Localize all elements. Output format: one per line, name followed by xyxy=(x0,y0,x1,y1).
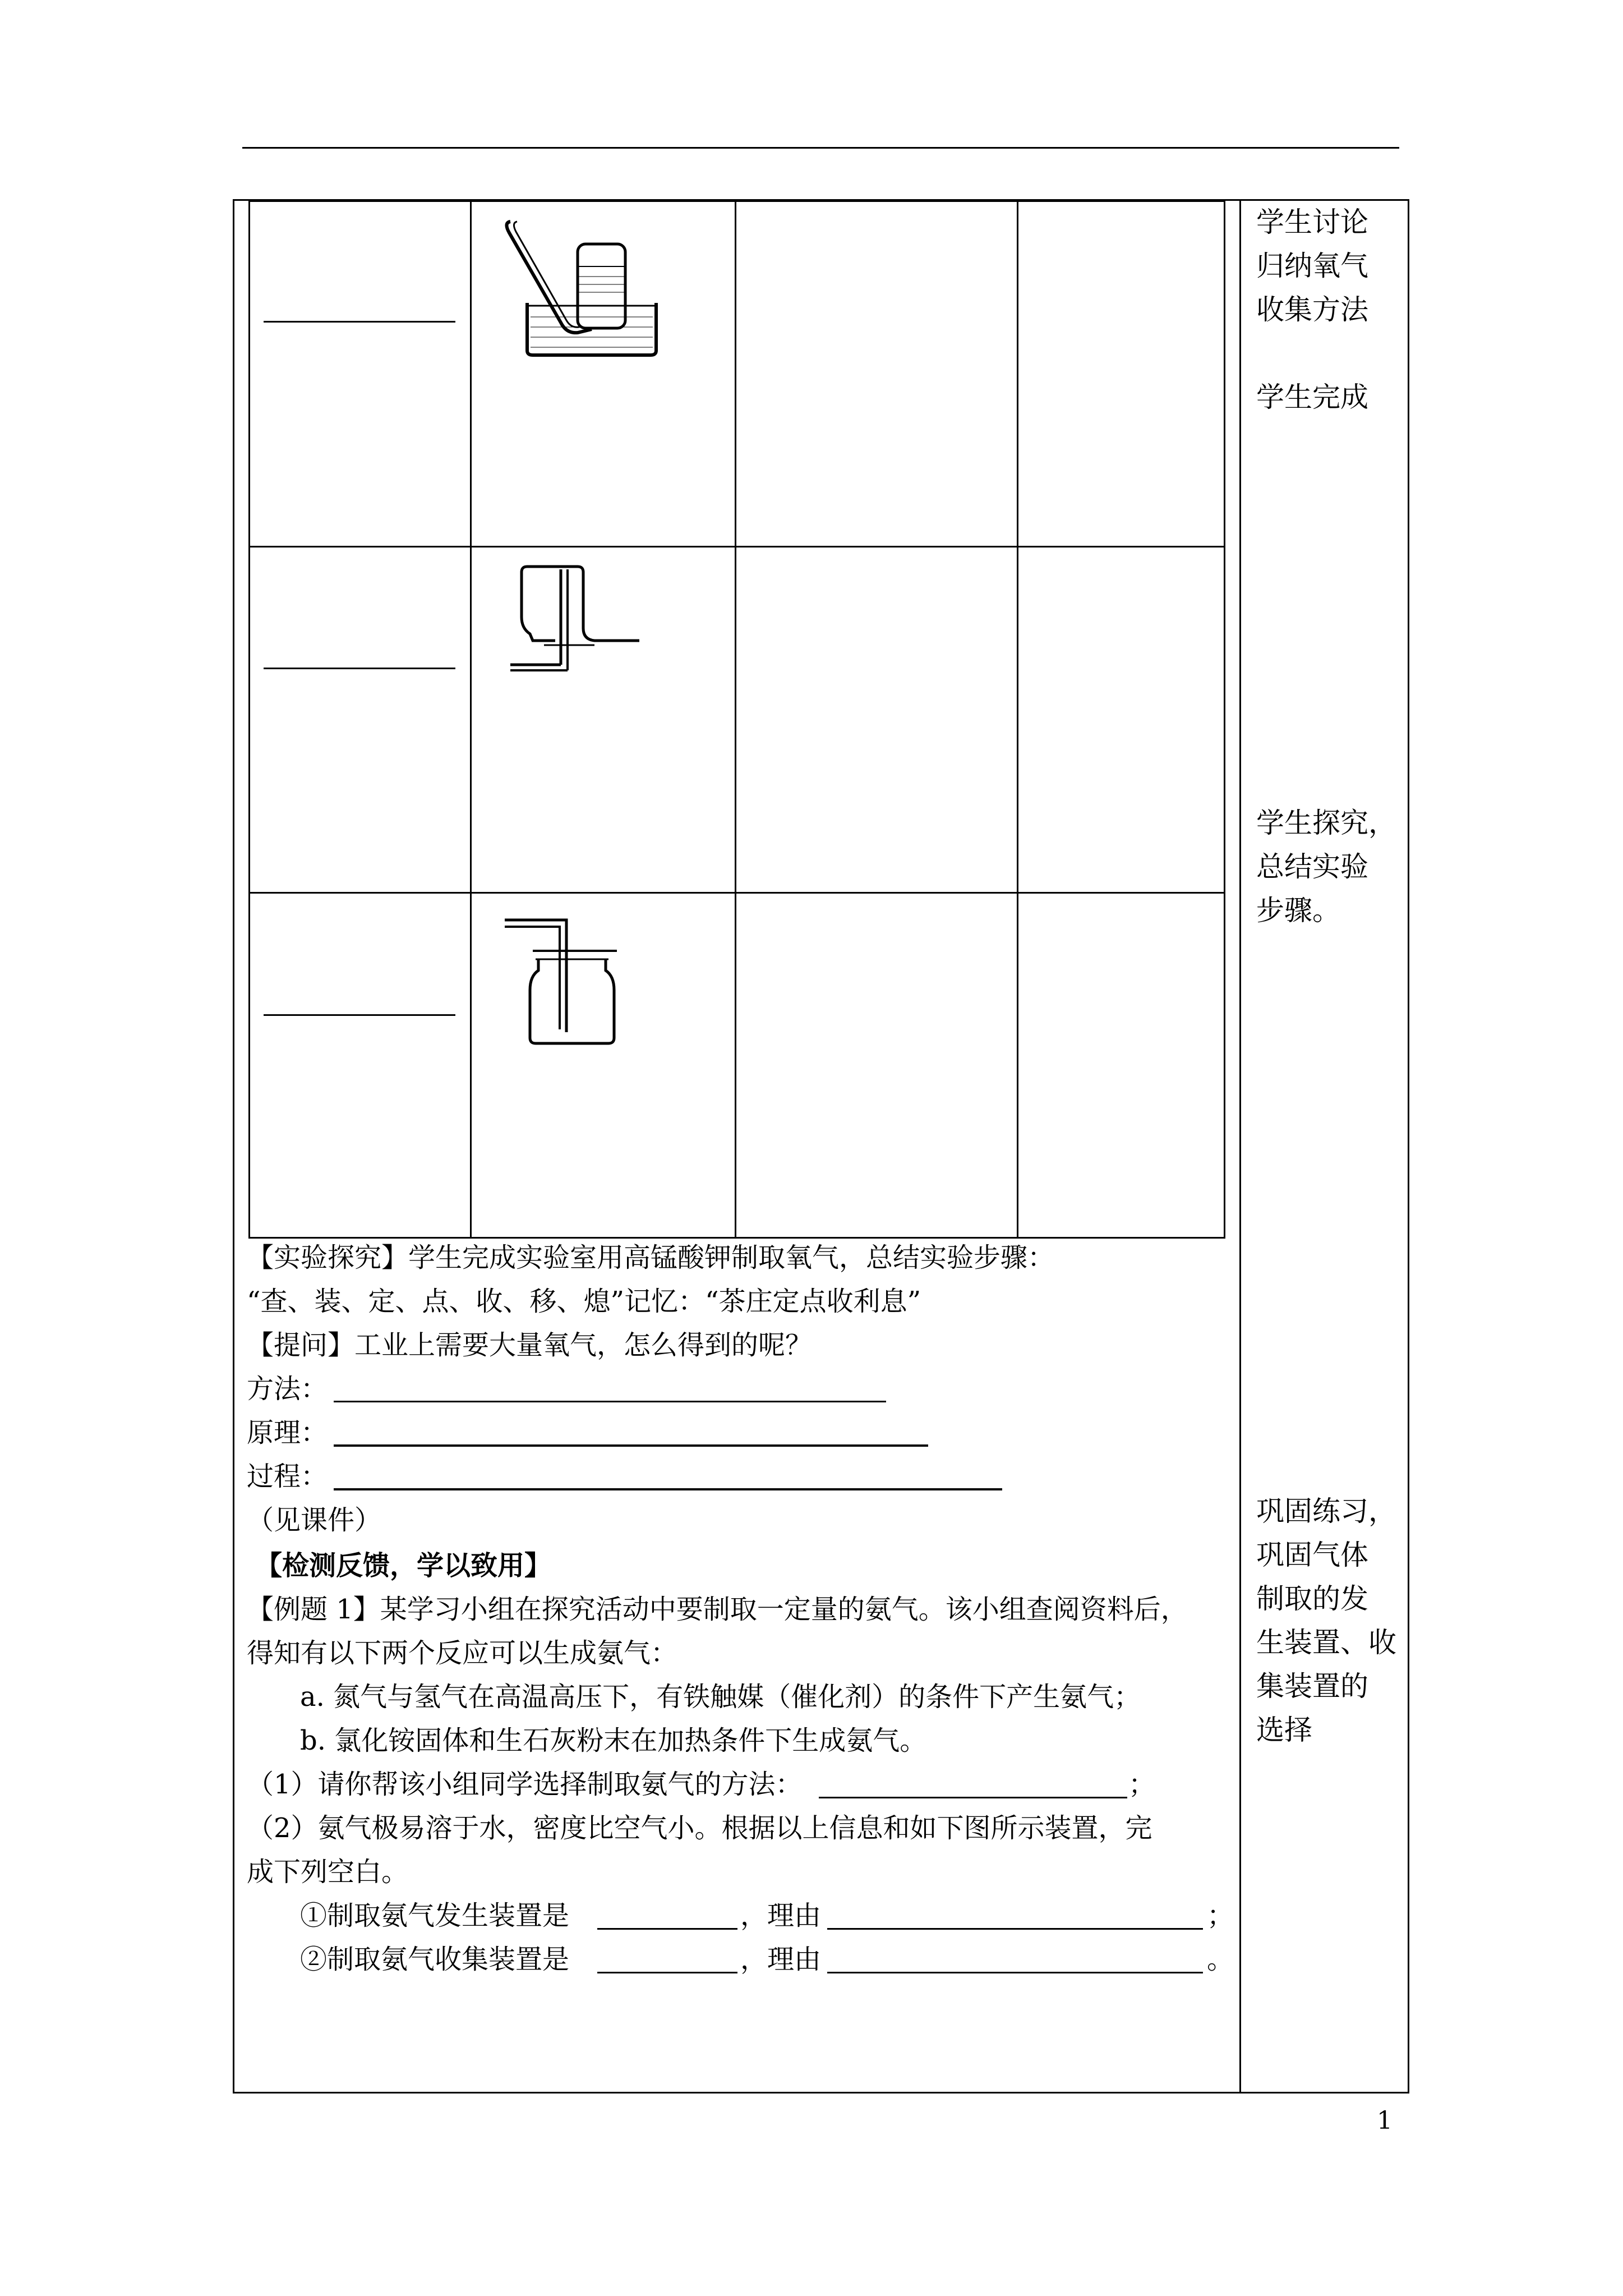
subquestion-1-apparatus-blank[interactable] xyxy=(597,1928,737,1930)
feedback-heading: 【检测反馈，学以致用】 xyxy=(255,1550,552,1581)
question-1-end: ； xyxy=(1128,1769,1156,1800)
question-1-blank[interactable] xyxy=(819,1797,1127,1798)
question-1: （1）请你帮该小组同学选择制取氨气的方法： xyxy=(247,1769,803,1800)
option-b: b. 氯化铵固体和生石灰粉末在加热条件下生成氨气。 xyxy=(300,1725,927,1756)
outer-frame-bottom xyxy=(233,2092,1409,2093)
question-2-line-1: （2）氨气极易溶于水，密度比空气小。根据以上信息和如下图所示装置，完 xyxy=(247,1812,1152,1844)
downward-air-displacement-apparatus xyxy=(499,555,645,696)
subquestion-2-reason-label: ，理由 xyxy=(740,1944,822,1975)
outer-frame-right xyxy=(1408,199,1409,2093)
option-a: a. 氮气与氢气在高温高压下，有铁触媒（催化剂）的条件下产生氨气； xyxy=(300,1681,1141,1713)
method-label: 方法： xyxy=(247,1373,328,1405)
see-courseware: （见课件） xyxy=(247,1504,382,1536)
example-line-2: 得知有以下两个反应可以生成氨气： xyxy=(247,1637,678,1669)
method-name-blank-2[interactable] xyxy=(264,668,455,669)
sidebar-note-practice: 巩固练习， 巩固气体 制取的发 生装置、收 集装置的 选择 xyxy=(1256,1495,1396,1746)
question-2-line-2: 成下列空白。 xyxy=(247,1856,409,1888)
sidebar-note-collection: 学生讨论 归纳氧气 收集方法 学生完成 xyxy=(1256,206,1368,413)
subquestion-2-apparatus-blank[interactable] xyxy=(597,1972,737,1973)
example-line-1: 【例题 1】某学习小组在探究活动中要制取一定量的氨气。该小组查阅资料后， xyxy=(247,1594,1188,1625)
principle-blank[interactable] xyxy=(334,1444,928,1447)
method-blank[interactable] xyxy=(334,1401,886,1402)
sidebar-note-steps: 学生探究， 总结实验 步骤。 xyxy=(1256,807,1396,927)
subquestion-2-end: 。 xyxy=(1207,1944,1234,1975)
sidebar-divider xyxy=(1239,199,1241,2093)
upward-air-displacement-apparatus xyxy=(499,909,645,1055)
method-name-blank-1[interactable] xyxy=(264,321,455,323)
page-number: 1 xyxy=(1377,2106,1393,2135)
experiment-line-2: “查、装、定、点、收、移、熄”记忆：“茶庄定点收利息” xyxy=(247,1286,921,1317)
process-label: 过程： xyxy=(247,1461,328,1492)
subquestion-1-reason-label: ，理由 xyxy=(740,1900,822,1931)
principle-label: 原理： xyxy=(247,1417,328,1448)
water-displacement-apparatus xyxy=(494,210,667,362)
subquestion-2-label: ②制取氨气收集装置是 xyxy=(300,1944,570,1975)
question-line: 【提问】工业上需要大量氧气，怎么得到的呢？ xyxy=(247,1329,813,1361)
process-blank[interactable] xyxy=(334,1488,1002,1490)
experiment-line-1: 【实验探究】学生完成实验室用高锰酸钾制取氧气，总结实验步骤： xyxy=(247,1242,1055,1273)
subquestion-1-reason-blank[interactable] xyxy=(827,1928,1203,1930)
method-name-blank-3[interactable] xyxy=(264,1014,455,1016)
subquestion-1-label: ①制取氨气发生装置是 xyxy=(300,1900,570,1931)
outer-frame-left xyxy=(233,199,234,2093)
subquestion-1-end: ； xyxy=(1207,1900,1234,1931)
subquestion-2-reason-blank[interactable] xyxy=(827,1972,1203,1973)
header-rule xyxy=(242,147,1399,149)
